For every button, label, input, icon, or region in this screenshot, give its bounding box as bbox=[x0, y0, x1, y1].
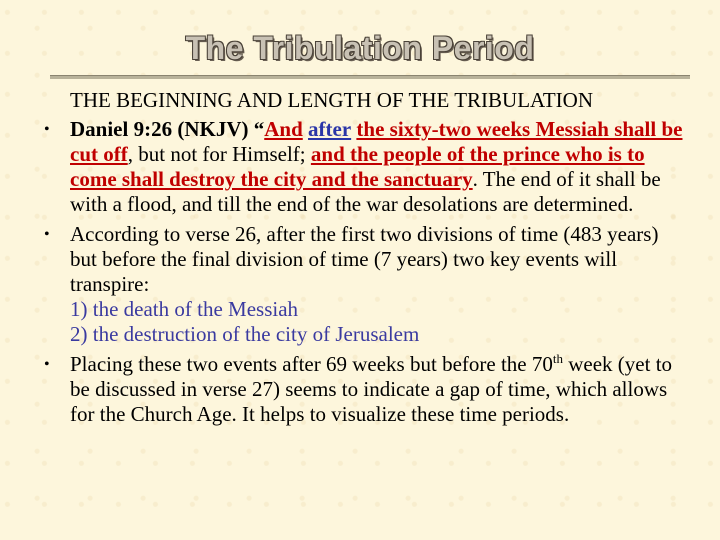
bullet-item-gap bbox=[44, 352, 684, 427]
bullet-icon: • bbox=[44, 226, 50, 243]
scripture-sixty-two-weeks: the sixty-two weeks Messiah shall be cut off bbox=[70, 117, 683, 166]
verse-26-text: According to verse 26, after the first two divisions of time (483 years) but before the final division of time (7 years) two key events will transpire: bbox=[70, 222, 659, 296]
gap-text-end: week (yet to be discussed in verse 27) seems to indicate a gap of time, which allows for the Church Age. It helps to visualize these time periods. bbox=[70, 352, 673, 426]
scripture-and: And bbox=[264, 117, 303, 141]
slide-title: The Tribulation Period bbox=[185, 30, 535, 66]
scripture-not-himself: , but not for Himself; bbox=[127, 142, 311, 166]
scripture-people-prince: and the people of the prince who is to come shall destroy the city and the sanctuary bbox=[70, 142, 645, 191]
bullet-icon: • bbox=[44, 356, 50, 373]
title-divider bbox=[50, 75, 690, 79]
scripture-end: . The end of it shall be with a flood, and till the end of the war desolations are determined. bbox=[70, 167, 661, 216]
event-death-of-messiah: 1) the death of the Messiah bbox=[70, 297, 299, 321]
bullet-list bbox=[44, 117, 684, 432]
event-destruction-of-jerusalem: 2) the destruction of the city of Jerusalem bbox=[70, 322, 420, 346]
scripture-reference: Daniel 9:26 (NKJV) “ bbox=[70, 117, 265, 141]
bullet-icon: • bbox=[44, 121, 50, 138]
bullet-item-verse-26 bbox=[44, 222, 684, 347]
gap-text-start: Placing these two events after 69 weeks but before the 70 bbox=[70, 352, 553, 376]
bullet-item-daniel bbox=[44, 117, 684, 217]
ordinal-suffix: th bbox=[552, 351, 563, 366]
slide-subtitle: THE BEGINNING AND LENGTH OF THE TRIBULATION bbox=[70, 88, 594, 112]
scripture-after: after bbox=[308, 117, 352, 141]
